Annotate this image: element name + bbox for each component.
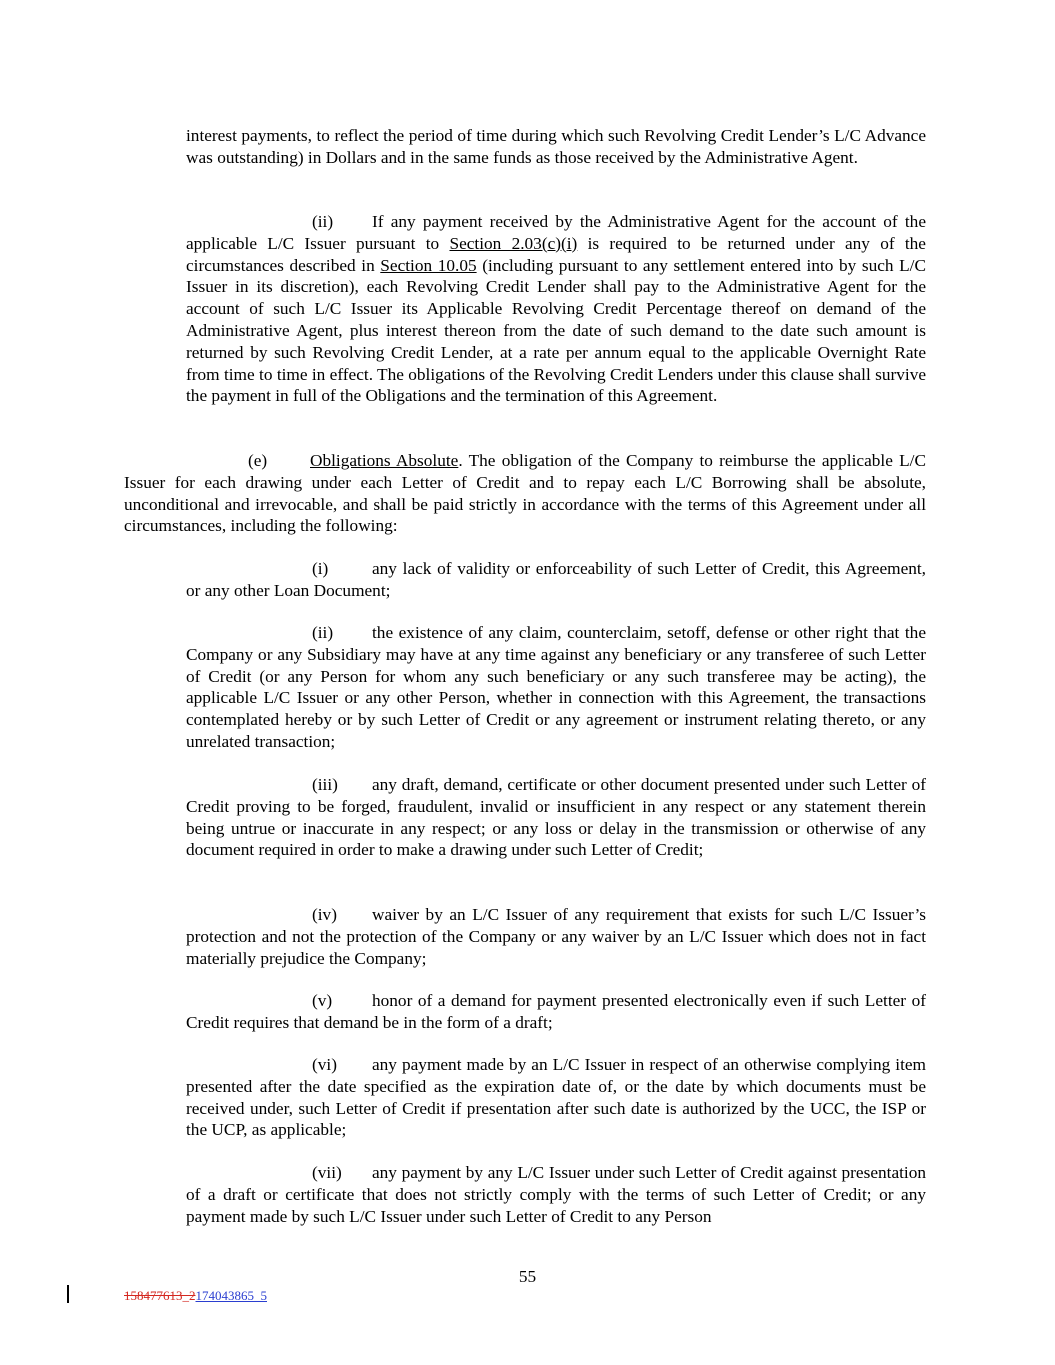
item-text: any payment made by an L/C Issuer in respect of an otherwise complying item presented after the date specified as the expiration date of, or the date by which documents must be received under, such Letter of Credit if presentation after such date is authorized by the UCC, the ISP or the UCP, as applicable; xyxy=(186,1055,926,1140)
section-heading: Obligations Absolute xyxy=(310,451,459,470)
clause-number: (e) xyxy=(248,451,268,470)
item-number: (iii) xyxy=(312,775,338,794)
item-number: (vi) xyxy=(312,1055,337,1074)
section-reference-link[interactable]: Section 2.03(c)(i) xyxy=(449,233,578,253)
clause-text: (including pursuant to any settlement entered into by such L/C Issuer in its discretion), each Revolving Credit Lender shall pay to the Administrative Agent for the account of such L/C Issuer its Applicable Revolving Credit Percentage thereof on demand of the Administrative Agent, plus interest thereon from the date of such demand to the date such amount is returned by such Revolving Credit Lender, at a rate per annum equal to the applicable Overnight Rate from time to time in effect. The obligations of the Revolving Credit Lenders under this clause shall survive the payment in full of the Obligations and the termination of this Agreement. xyxy=(186,255,926,406)
item-number: (vii) xyxy=(312,1163,342,1182)
item-iii xyxy=(186,774,926,861)
item-number: (v) xyxy=(312,991,333,1010)
item-text: the existence of any claim, counterclaim, setoff, defense or other right that the Company or any Subsidiary may have at any time against any beneficiary or any transferee of such Letter of Credit (or any Person for whom any such beneficiary or any such transferee may be acting), the applicable L/C Issuer or any other Person, whether in connection with this Agreement, the transactions contemplated hereby or by such Letter of Credit or any agreement or instrument relating thereto, or any unrelated transaction; xyxy=(186,623,926,751)
item-number: (i) xyxy=(312,559,329,578)
item-i xyxy=(186,558,926,602)
clause-text: . The obligation of the Company to reimburse the applicable L/C Issuer for each drawing under each Letter of Credit and to repay each L/C Borrowing shall be absolute, unconditional and irrevocable, and shall be paid strictly in accordance with the terms of this Agreement under all circumstances, including the following: xyxy=(124,451,926,536)
document-id-footer xyxy=(124,1288,267,1304)
paragraph-e xyxy=(124,450,926,537)
page-number: 55 xyxy=(518,1267,537,1286)
section-reference-link[interactable]: Section 10.05 xyxy=(380,255,477,275)
item-vii xyxy=(186,1162,926,1227)
item-text: any draft, demand, certificate or other document presented under such Letter of Credit proving to be forged, fraudulent, invalid or insufficient in any respect or any statement therein being untrue or inaccurate in any respect; or any loss or delay in the transmission or otherwise of any document required in order to make a drawing under such Letter of Credit; xyxy=(186,775,926,860)
item-v xyxy=(186,990,926,1034)
item-text: any payment by any L/C Issuer under such Letter of Credit against presentation of a draft or certificate that does not strictly comply with the terms of such Letter of Credit; or any payment made by such L/C Issuer under such Letter of Credit to any Person xyxy=(186,1163,926,1226)
change-bar xyxy=(67,1285,69,1303)
clause-number: (ii) xyxy=(312,212,334,231)
item-number: (ii) xyxy=(312,623,334,642)
deleted-doc-id: 158477613_2 xyxy=(124,1288,196,1303)
inserted-doc-id: 174043865_5 xyxy=(195,1288,267,1303)
item-text: any lack of validity or enforceability of such Letter of Credit, this Agreement, or any other Loan Document; xyxy=(186,559,926,600)
item-iv xyxy=(186,904,926,969)
continuation-paragraph: interest payments, to reflect the period of time during which such Revolving Credit Lender’s L/C Advance was outstanding) in Dollars and in the same funds as those received by the Administrative Agent. xyxy=(186,126,926,167)
clause-text: If any payment received by the Administrative Agent for the account of the applicable L/C Issuer pursuant to xyxy=(186,212,926,253)
item-ii xyxy=(186,622,926,753)
paragraph-d-ii xyxy=(186,211,926,407)
item-number: (iv) xyxy=(312,905,337,924)
item-vi xyxy=(186,1054,926,1141)
item-text: waiver by an L/C Issuer of any requirement that exists for such L/C Issuer’s protection and not the protection of the Company or any waiver by an L/C Issuer which does not in fact materially prejudice the Company; xyxy=(186,905,926,968)
item-text: honor of a demand for payment presented electronically even if such Letter of Credit requires that demand be in the form of a draft; xyxy=(186,991,926,1032)
clause-text: is required to be returned under any of the circumstances described in xyxy=(186,233,926,275)
